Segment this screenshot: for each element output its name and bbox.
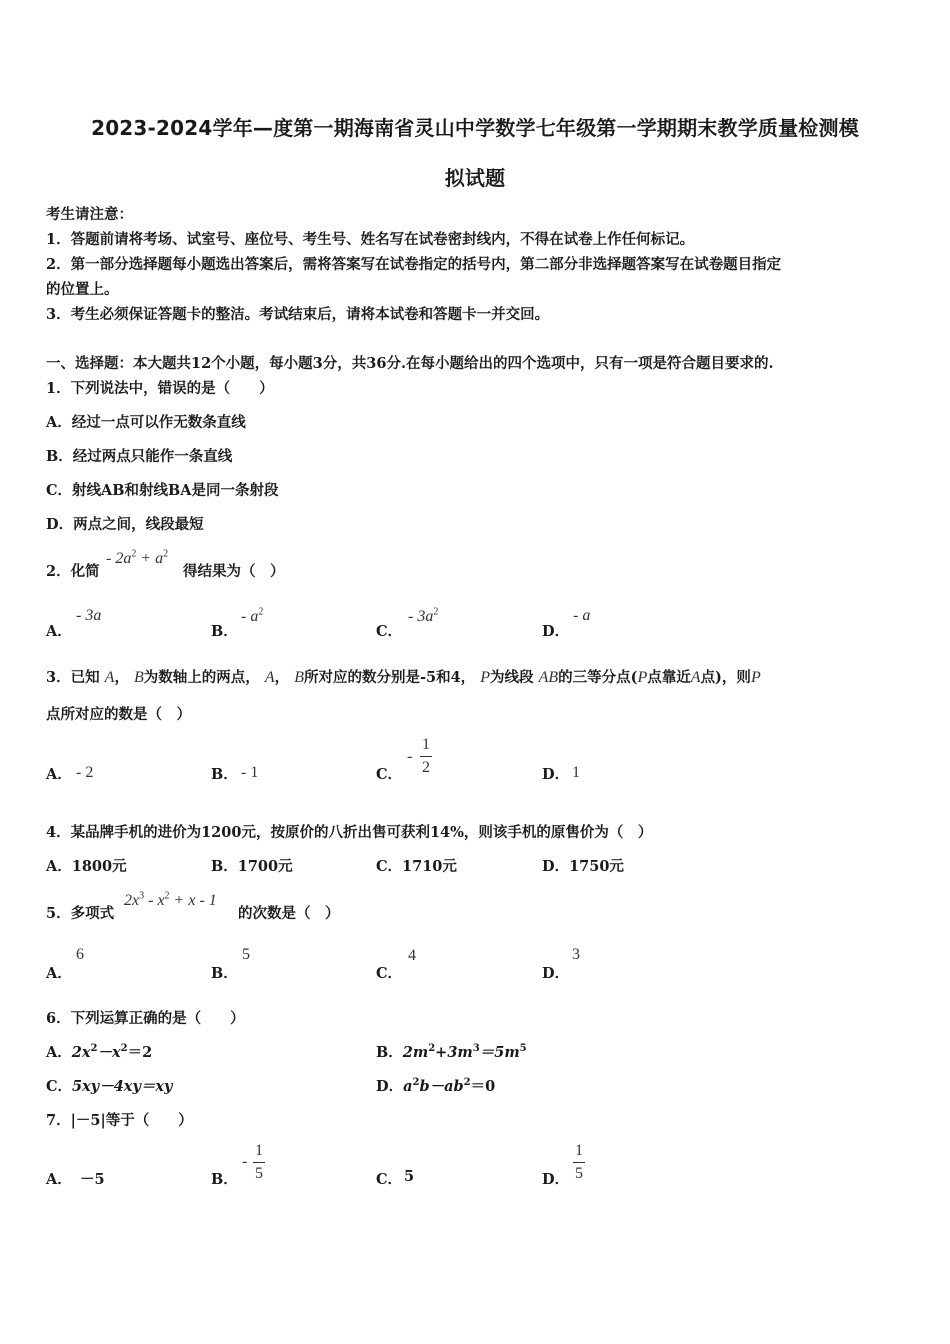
q2-expr-exp1: 2: [131, 548, 137, 560]
q5-label-a: A．: [46, 965, 72, 982]
q3-text-2: 为数轴上的两点，: [143, 669, 260, 686]
q7-option-c: 5: [404, 1168, 415, 1185]
q2-option-c-exp: 2: [433, 606, 439, 618]
q2-label-c: C．: [376, 623, 403, 640]
question-6-option-c: [46, 1075, 172, 1096]
q7-option-a: －5: [80, 1171, 105, 1188]
q3-option-c-sign: -: [407, 748, 413, 765]
question-1-option-c: C．射线AB和射线BA是同一条射段: [46, 482, 279, 499]
question-6-option-a: [46, 1041, 152, 1062]
q5-term-1: 2x: [124, 892, 140, 909]
q7-label-a: A．: [46, 1171, 72, 1188]
question-6-option-d: [376, 1075, 495, 1096]
section-heading: 一、选择题：本大题共12个小题，每小题3分，共36分.在每小题给出的四个选项中，只有一项是符合题目要求的.: [46, 355, 774, 372]
page-title-line1: 2023-2024学年—度第一期海南省灵山中学数学七年级第一学期期末教学质量检测模: [91, 116, 859, 140]
q6-d-result: ＝0: [470, 1078, 496, 1095]
q6-label-c: C．: [46, 1078, 73, 1095]
fraction-bar: [573, 1162, 585, 1163]
q5-term-3: + x - 1: [169, 892, 217, 909]
q6-label-d: D．: [376, 1078, 404, 1095]
q5-exp-2: 2: [164, 890, 170, 902]
page-title-line2: 拟试题: [444, 166, 506, 190]
q5-option-c: 4: [408, 947, 416, 964]
q3-label-d: D．: [542, 766, 570, 783]
q3-var-b: B: [134, 669, 144, 686]
q2-expr-term2: + a: [136, 550, 164, 567]
q6-d-exp-2: 2: [463, 1077, 471, 1089]
q3-var-a-2: A: [264, 669, 275, 686]
q3-label-c: C．: [376, 766, 403, 783]
q6-label-b: B．: [376, 1044, 403, 1061]
question-4-option-b: B．1700元: [211, 858, 293, 875]
question-2-prefix: 2．化简: [46, 563, 100, 580]
q7-option-b-sign: -: [242, 1153, 248, 1170]
question-1-option-d: D．两点之间，线段最短: [46, 516, 204, 533]
question-4-option-c: C．1710元: [376, 858, 457, 875]
question-6-stem: 6．下列运算正确的是（ ）: [46, 1010, 245, 1027]
fraction-bar: [253, 1162, 265, 1163]
question-2-suffix: 得结果为（ ）: [183, 563, 285, 580]
q7-label-b: B．: [211, 1171, 238, 1188]
q2-expr-exp2: 2: [163, 548, 169, 560]
q2-expr-term1: - 2a: [106, 550, 132, 567]
question-4-stem: 4．某品牌手机的进价为1200元，按原价的八折出售可获利14%，则该手机的原售价为（ ）: [46, 824, 653, 841]
q3-var-a-3: A: [690, 669, 701, 686]
q6-a-term-1: 2x: [71, 1044, 91, 1061]
q3-comma-2: ，: [274, 669, 290, 686]
q7-option-b-denominator: 5: [255, 1165, 263, 1182]
q6-d-term-1: a: [403, 1078, 413, 1095]
q5-label-b: B．: [211, 965, 238, 982]
q7-label-d: D．: [542, 1171, 570, 1188]
q6-d-term-2: b－ab: [419, 1078, 464, 1095]
q7-label-c: C．: [376, 1171, 403, 1188]
q7-option-b-numerator: 1: [255, 1142, 263, 1159]
q2-label-b: B．: [211, 623, 238, 640]
q3-var-p: P: [480, 669, 491, 686]
q6-a-exp-2: 2: [120, 1043, 128, 1055]
question-5-polynomial: [124, 890, 217, 910]
q2-option-b-exp: 2: [258, 606, 264, 618]
q3-var-a: A: [104, 669, 115, 686]
question-3-stem-line2: 点所对应的数是（ ）: [46, 706, 191, 723]
q6-b-term-1: 2m: [402, 1044, 429, 1061]
q6-b-result: ＝5m: [479, 1044, 520, 1061]
q2-label-d: D．: [542, 623, 570, 640]
q3-option-c-numerator: 1: [422, 736, 430, 753]
notice-item-3: 3．考生必须保证答题卡的整洁。考试结束后，请将本试卷和答题卡一并交回。: [46, 306, 550, 323]
notice-item-1: 1．答题前请将考场、试室号、座位号、考生号、姓名写在试卷密封线内，不得在试卷上作任何标记。: [46, 231, 695, 248]
question-1-stem: 1．下列说法中，错误的是（ ）: [46, 380, 274, 397]
question-1-option-b: B．经过两点只能作一条直线: [46, 448, 233, 465]
q5-label-d: D．: [542, 965, 570, 982]
q5-label-c: C．: [376, 965, 403, 982]
q2-option-c: [408, 606, 438, 626]
q5-exp-1: 3: [139, 890, 145, 902]
q3-option-d: 1: [572, 764, 580, 781]
q3-text-3: 所对应的数分别是-5和4，: [303, 669, 476, 686]
q6-b-exp-1: 2: [428, 1043, 436, 1055]
q2-option-d: - a: [573, 607, 591, 624]
q5-option-d: 3: [572, 946, 580, 963]
q2-option-a: - 3a: [76, 607, 102, 624]
q3-label-a: A．: [46, 766, 72, 783]
question-7-stem: 7．|－5|等于（ ）: [46, 1112, 193, 1129]
q2-option-b: [241, 606, 263, 626]
fraction-bar: [420, 756, 432, 757]
q2-option-c-base: - 3a: [408, 608, 434, 625]
q6-b-exp-3: 5: [519, 1043, 527, 1055]
q2-option-b-base: - a: [241, 608, 259, 625]
q6-a-term-2: －x: [97, 1044, 121, 1061]
q3-text-1: 3．已知: [46, 669, 100, 686]
q5-term-2: - x: [144, 892, 165, 909]
q6-c-expression: 5xy－4xy＝xy: [72, 1078, 173, 1095]
question-3-stem-line1: [46, 666, 761, 687]
q6-b-term-2: +3m: [435, 1044, 473, 1061]
q3-text-5: 的三等分点(: [558, 669, 638, 686]
q5-option-a: 6: [76, 946, 84, 963]
q3-option-b: - 1: [241, 764, 259, 781]
q7-option-d-denominator: 5: [575, 1165, 583, 1182]
q2-label-a: A．: [46, 623, 72, 640]
q6-b-exp-2: 3: [472, 1043, 480, 1055]
q7-option-b-fraction: [253, 1142, 265, 1183]
q7-option-d-numerator: 1: [575, 1142, 583, 1159]
notice-heading: 考生请注意：: [46, 206, 133, 223]
q6-a-exp-1: 2: [90, 1043, 98, 1055]
q3-text-7: 点)，则: [700, 669, 751, 686]
question-1-option-a: A．经过一点可以作无数条直线: [46, 414, 246, 431]
question-4-option-a: A．1800元: [46, 858, 127, 875]
question-4-option-d: D．1750元: [542, 858, 624, 875]
q3-option-c-denominator: 2: [422, 759, 430, 776]
notice-item-2: 2．第一部分选择题每小题选出答案后，需将答案写在试卷指定的括号内，第二部分非选择题答案写在试卷题目指定: [46, 256, 782, 273]
q3-option-a: - 2: [76, 764, 94, 781]
q6-a-result: ＝2: [127, 1044, 153, 1061]
q3-var-ab: AB: [538, 669, 559, 686]
q3-text-6: 点靠近: [647, 669, 691, 686]
q7-option-d-fraction: [573, 1142, 585, 1183]
notice-item-2-cont: 的位置上。: [46, 281, 119, 298]
q3-option-c-fraction: [420, 736, 432, 777]
q6-d-exp-1: 2: [412, 1077, 420, 1089]
question-5-prefix: 5．多项式: [46, 905, 115, 922]
q3-var-p-2: P: [637, 669, 648, 686]
q3-text-4: 为线段: [490, 669, 534, 686]
q3-var-p-3: P: [750, 669, 761, 686]
q3-var-b-2: B: [294, 669, 304, 686]
q5-option-b: 5: [242, 946, 250, 963]
q6-label-a: A．: [46, 1044, 72, 1061]
question-6-option-b: [376, 1041, 527, 1062]
question-2-expression: [106, 548, 168, 568]
q3-label-b: B．: [211, 766, 238, 783]
question-5-suffix: 的次数是（ ）: [238, 905, 340, 922]
q3-comma-1: ，: [114, 669, 129, 686]
